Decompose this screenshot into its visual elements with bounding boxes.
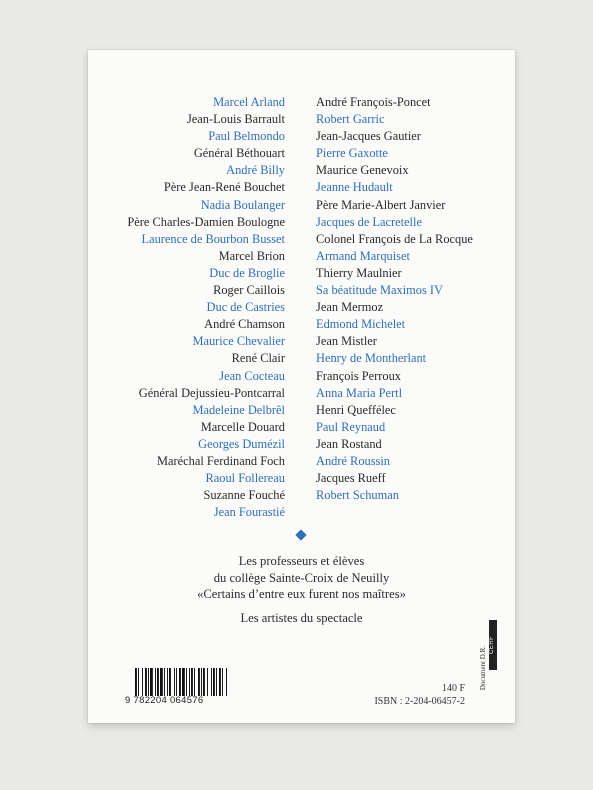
name-entry: Maurice Genevoix (316, 163, 409, 178)
name-entry: Jacques de Lacretelle (316, 214, 422, 229)
name-entry: Jean Fourastié (213, 505, 285, 520)
name-entry: Henry de Montherlant (316, 351, 427, 366)
isbn-label: ISBN : 2-204-06457-2 (374, 696, 465, 707)
name-entry: Père Charles-Damien Boulogne (127, 214, 285, 229)
name-entry: Marcel Arland (213, 95, 285, 109)
name-entry: Anna Maria Pertl (316, 385, 403, 400)
name-entry: Madeleine Delbrêl (192, 402, 285, 417)
name-entry: Jeanne Hudault (316, 180, 393, 195)
footer-line-1: Les professeurs et élèves (238, 554, 365, 568)
name-entry: Père Jean-René Bouchet (163, 180, 285, 195)
name-entry: Suzanne Fouché (203, 488, 285, 503)
name-entry: Robert Garric (316, 112, 385, 127)
left-name-column (127, 94, 285, 521)
name-entry: Jean Mermoz (316, 300, 384, 315)
footer-line-2: du collège Sainte-Croix de Neuilly (213, 571, 390, 585)
name-entry: Pierre Gaxotte (316, 146, 388, 161)
diamond-ornament-icon (295, 529, 306, 540)
name-entry: Duc de Broglie (209, 265, 285, 280)
name-entry: Raoul Follereau (205, 471, 285, 486)
name-entry: Duc de Castries (206, 300, 285, 315)
name-entry: Maurice Chevalier (192, 334, 285, 349)
name-entry: Général Béthouart (193, 146, 285, 161)
publisher-logo: CERF (489, 620, 497, 670)
name-entry: Jean-Jacques Gautier (316, 129, 421, 144)
name-entry: Marcelle Douard (200, 419, 285, 434)
name-entry: Nadia Boulanger (200, 197, 285, 212)
right-name-column (316, 94, 473, 504)
name-entry: Henri Queffélec (316, 402, 396, 417)
name-entry: Général Dejussieu-Pontcarral (138, 385, 285, 400)
barcode-number: 9 782204 064576 (125, 695, 204, 706)
name-entry: Sa béatitude Maximos IV (316, 283, 443, 298)
photo-credit: Document D.R. (479, 646, 487, 691)
name-entry: Colonel François de La Rocque (316, 231, 473, 246)
book-back-cover (88, 50, 515, 723)
name-entry: Robert Schuman (316, 488, 399, 503)
name-entry: François Perroux (316, 368, 401, 383)
name-entry: Georges Dumézil (198, 436, 285, 451)
name-entry: Jean Cocteau (219, 368, 285, 383)
name-entry: Jean Rostand (316, 436, 382, 451)
name-entry: Armand Marquiset (316, 248, 410, 263)
name-entry: André François-Poncet (316, 95, 431, 109)
footer-students (88, 553, 515, 587)
footer-line-3: «Certains d’entre eux furent nos maîtres» (197, 587, 406, 601)
name-entry: Paul Reynaud (316, 419, 386, 434)
name-entry: Marcel Brion (218, 248, 285, 263)
name-entry: Père Marie-Albert Janvier (316, 197, 446, 212)
name-entry: Edmond Michelet (316, 317, 406, 332)
name-entry: Laurence de Bourbon Busset (141, 231, 285, 246)
name-entry: René Clair (231, 351, 285, 366)
name-entry: Thierry Maulnier (316, 265, 402, 280)
name-entry: Maréchal Ferdinand Foch (157, 453, 285, 468)
name-entry: André Roussin (316, 453, 390, 468)
name-entry: Jean-Louis Barrault (186, 112, 285, 127)
name-entry: André Chamson (204, 317, 285, 332)
footer-line-4: Les artistes du spectacle (240, 611, 363, 625)
name-entry: Roger Caillois (213, 283, 285, 298)
name-entry: Jacques Rueff (316, 471, 386, 486)
name-entry: Paul Belmondo (208, 129, 285, 144)
name-entry: André Billy (226, 163, 285, 178)
price-label: 140 F (441, 683, 465, 694)
name-entry: Jean Mistler (316, 334, 377, 349)
